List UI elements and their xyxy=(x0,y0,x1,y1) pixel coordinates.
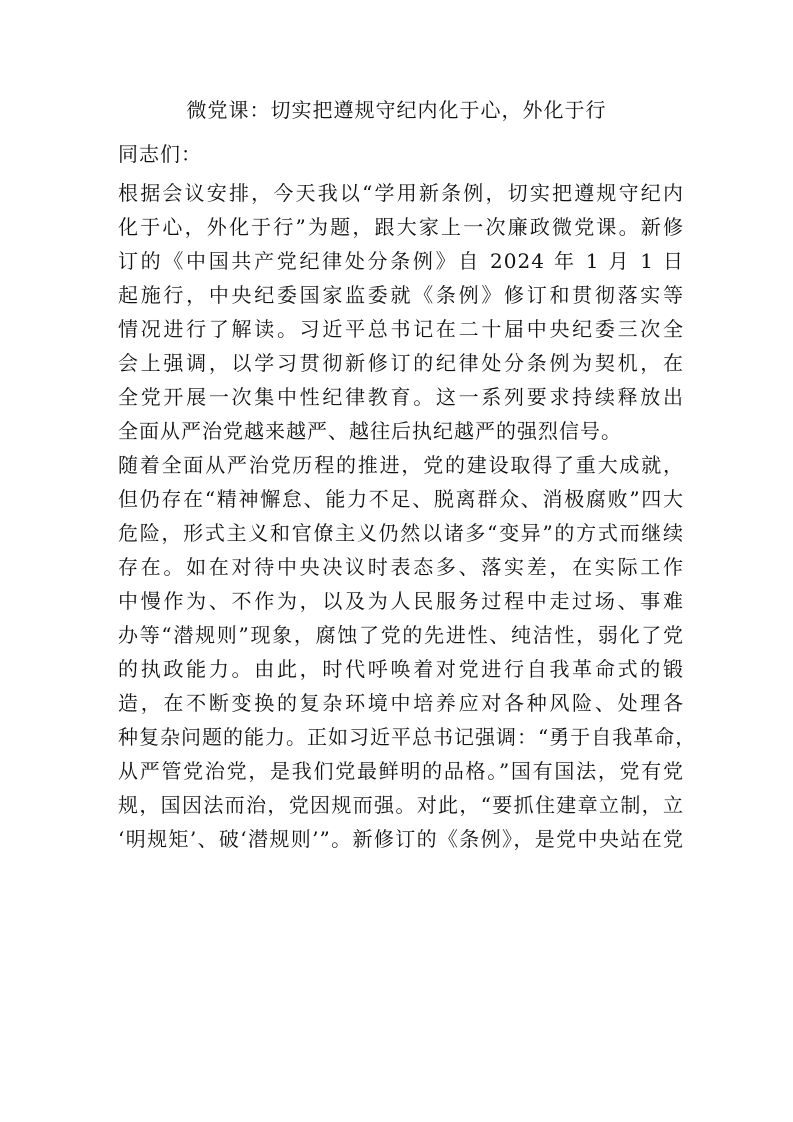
text-line: 随着全面从严治党历程的推进，党的建设取得了重大成就， xyxy=(118,453,684,477)
text-line: 的执政能力。由此，时代呼唤着对党进行自我革命式的锻 xyxy=(118,657,684,681)
text-line: ‘明规矩’、破‘潜规则’”。新修订的《条例》，是党中央站在党 xyxy=(118,827,684,851)
text-line: 办等“潜规则”现象，腐蚀了党的先进性、纯洁性，弱化了党 xyxy=(118,623,684,647)
text-line: 情况进行了解读。习近平总书记在二十届中央纪委三次全 xyxy=(118,317,684,341)
text-line: 规，国因法而治，党因规而强。对此，“要抓住建章立制，立 xyxy=(118,793,684,817)
document-title: 微党课：切实把遵规守纪内化于心，外化于行 xyxy=(186,98,607,122)
text-line: 造，在不断变换的复杂环境中培养应对各种风险、处理各 xyxy=(118,691,684,715)
text-line: 化于心，外化于行”为题，跟大家上一次廉政微党课。新修 xyxy=(118,215,684,239)
text-line: 存在。如在对待中央决议时表态多、落实差，在实际工作 xyxy=(118,555,684,579)
text-line: 全面从严治党越来越严、越往后执纪越严的强烈信号。 xyxy=(118,419,622,443)
text-line: 从严管党治党，是我们党最鲜明的品格。”国有国法，党有党 xyxy=(118,759,684,783)
paragraph-2 xyxy=(118,448,697,856)
text-line: 危险，形式主义和官僚主义仍然以诸多“变异”的方式而继续 xyxy=(118,521,684,545)
text-line: 起施行，中央纪委国家监委就《条例》修订和贯彻落实等 xyxy=(118,283,684,307)
text-line: 种复杂问题的能力。正如习近平总书记强调：“勇于自我革命， xyxy=(118,725,697,749)
document-body xyxy=(118,176,697,856)
text-line: 订的《中国共产党纪律处分条例》自 2024 年 1 月 1 日 xyxy=(118,249,684,273)
paragraph-1 xyxy=(118,176,684,448)
text-line: 但仍存在“精神懈怠、能力不足、脱离群众、消极腐败”四大 xyxy=(118,487,684,511)
text-line: 会上强调，以学习贯彻新修订的纪律处分条例为契机，在 xyxy=(118,351,684,375)
text-line: 中慢作为、不作为，以及为人民服务过程中走过场、事难 xyxy=(118,589,684,613)
text-line: 全党开展一次集中性纪律教育。这一系列要求持续释放出 xyxy=(118,385,684,409)
salutation: 同志们： xyxy=(118,142,202,166)
text-line: 根据会议安排，今天我以“学用新条例，切实把遵规守纪内 xyxy=(118,181,684,205)
